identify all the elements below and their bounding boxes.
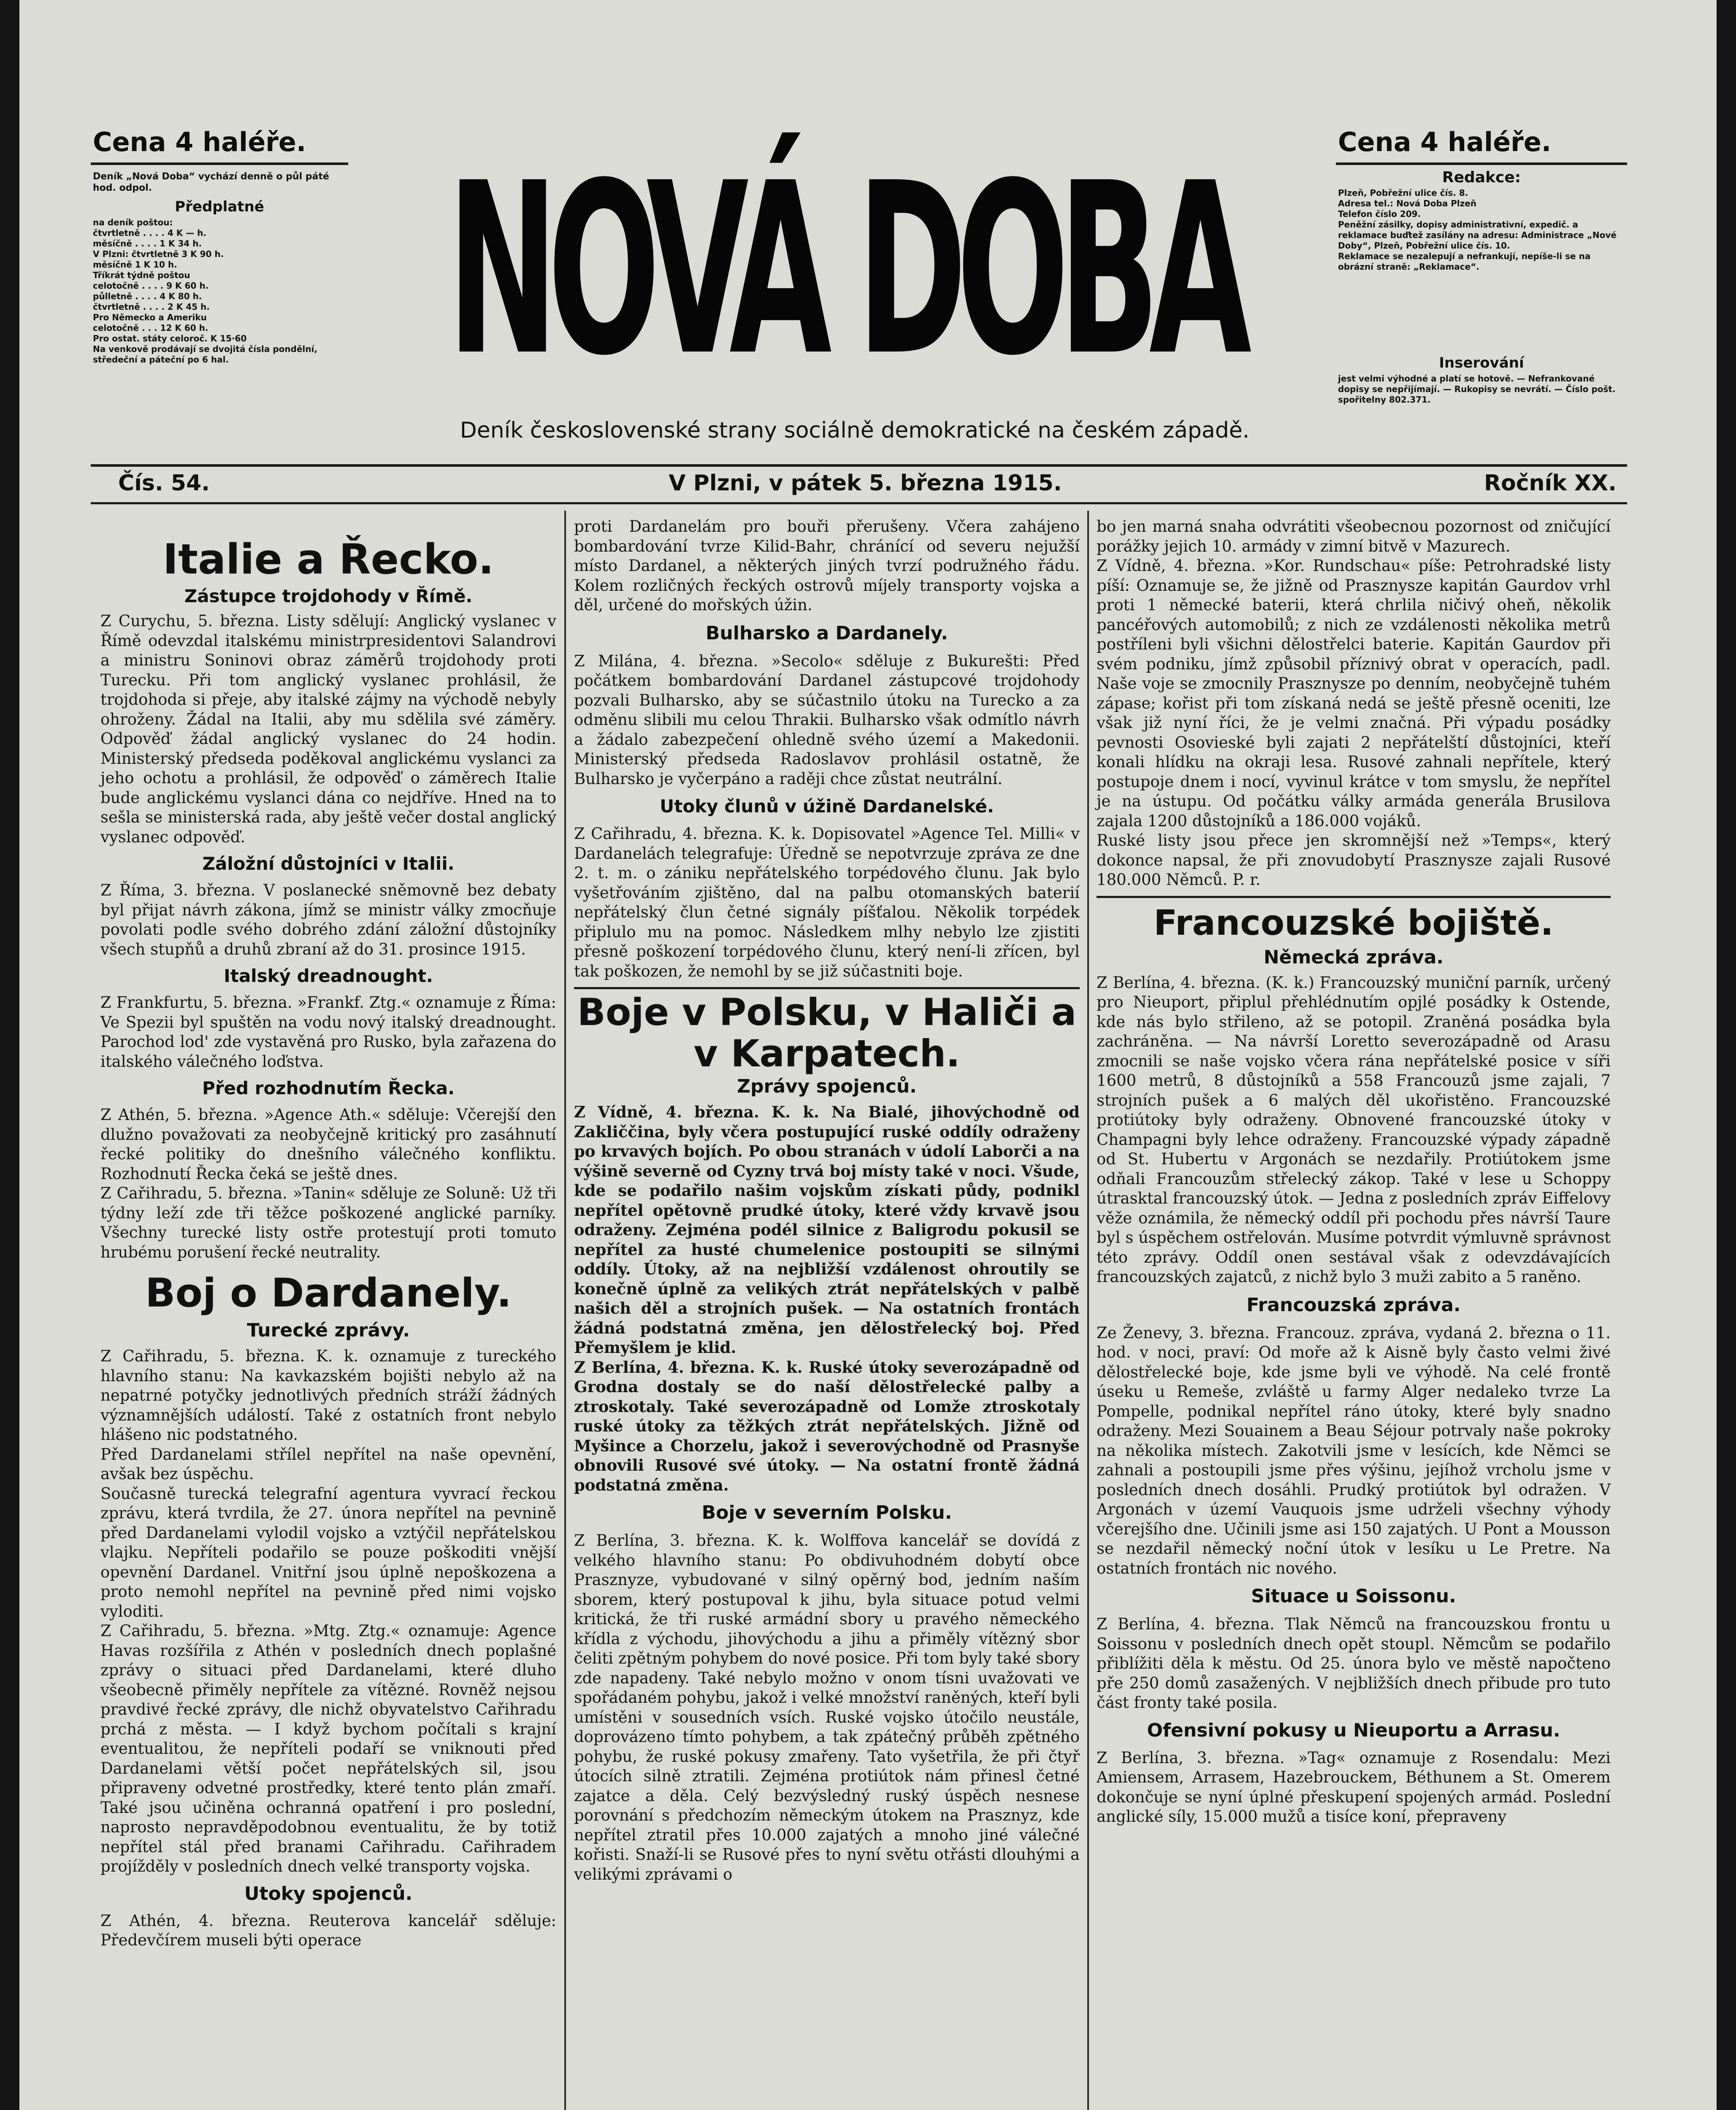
subscriptions-text: na deník poštou: čtvrtletně . . . . 4 K — h. měsíčně . . . . 1 K 34 h. V Plzni: čtvrtletně 3 K 90 h. měsíčně 1 K 10 h. Tříkrát týdně poštou celotočně . . . . 9 K 60 h. půlletně . . . . 4 K 80 h. čtvrtletně . . . . 2 K 45 h. Pro Německo a Ameriku celotočně . . . 12 K 60 h. Pro ostat. státy celoroč. K 15·60 Na venkově prodávají se dvojitá čísla pondělní, středeční a páteční po 6 hal.	[93, 217, 317, 365]
subhead-german-report: Německá zpráva.	[1263, 946, 1444, 968]
price-left: Cena 4 haléře.	[93, 127, 306, 157]
article-boat-attacks: Z Cařihradu, 4. března. K. k. Dopisovatel »Agence Tel. Milli« v Dardanelách telegrafuje: Úředně se nepotvrzuje zpráva ze dne 2. t. m. o zániku nepřátelského torpédového člunu. Jak bylo vyšetřováním zjištěno, dal na palbu otomanských baterií nepřátelský člun četné signály píšťalou. Několik torpédek připlulo mu na pomoc. Následkem mlhy nebylo lze zjistiti přesně poškození torpédového člunu, který není-li zřícen, byl tak poškozen, že nemohl by se již súčastniti boje.	[574, 825, 1080, 980]
article-german-report: Z Berlína, 4. března. (K. k.) Francouzský muniční parník, určený pro Nieuport, připlul přehlédnutím opjlé posádky k Ostende, kde nás bylo střileno, až se potopil. Zraněná posádka byla zachráněna. — Na návrší Loretto severozápadně od Arasu zmocnili se naše vojsko včera rána nepřátelské posice v síři 1600 metrů, 8 důstojníků a 558 Francouzů jsme zajali, 7 strojních pušek a 6 malých děl ukořistěno. Francouzské protiútoky byly odraženy. Obnovené francouzské útoky v Champagni byly lehce odraženy. Francouzské výpady západně od St. Hubertu v Argonách se nezdařily. Protiútokem jsme odňali Francouzům střelecký zákop. Také v lese u Schoppy útrasktal francouzský útok. — Jedna z posledních zpráv Eiffelovy věže oznámila, že německý oddíl při pochodu přes návrší Taure byl s úspěchem ostřelován. Musíme potvrdit výmluvně správnost této zprávy. Oddíl onen sestával však z odevzdávajících francouzských zajatců, z nichž bylo 3 muži zabito a 5 raněno.	[1097, 973, 1611, 1286]
price-left-underline	[91, 162, 348, 165]
ads-text: jest velmi výhodné a platí se hotově. — Nefrankované dopisy se nepřijímají. — Rukopisy se nevrátí. — Číslo pošt. spořitelny 802.371.	[1338, 373, 1616, 405]
headline-italy: Italie a Řecko.	[162, 536, 494, 584]
editorial-heading: Redakce:	[1442, 169, 1521, 186]
headline-reserve-officers: Záložní důstojníci v Italii.	[202, 853, 455, 874]
subhead-italy: Zástupce trojdohody v Římě.	[184, 586, 473, 606]
headline-french-report: Francouzská zpráva.	[1246, 1294, 1461, 1316]
subhead-dardanelles: Turecké zprávy.	[247, 1320, 410, 1341]
subscriptions-heading: Předplatné	[175, 198, 264, 215]
dateline-bottom-rule	[91, 502, 1627, 504]
article-dardanelles: Z Cařihradu, 5. března. K. k. oznamuje z tureckého hlavního stanu: Na kavkazském bojišti nebylo až na nepatrné potyčky jednotlivých předních stráží žádných významnějších událostí. Také z ostatních front nebylo hlášeno nic podstatného. Před Dardanelami střílel nepřítel na naše opevnění, avšak bez úspěchu. Současně turecká telegrafní agentura vyvrací řeckou zprávu, která tvrdila, že 27. února nepřítel na pevnině před Dardanelami vylodil vojsko a vztýčil nepřátelskou vlajku. Nepříteli podařilo se pouze poškoditi vnější opevnění Dardanel. Vnitřní jsou úplně nepoškozena a proto nemohl nepřítel na pevnině před nimi vojsko vyloditi. Z Cařihradu, 5. března. »Mtg. Ztg.« oznamuje: Agence Havas rozšířila z Athén v posledních dnech poplašné zprávy o situaci před Dardanelami, které dluho všeobecně přiměly nepřítele za vítězné. Rovněž nejsou pravdivé řecké zprávy, dle nichž obyvatelstvo Cařihradu prchá z města. — I když bychom počítali s krajní eventualitou, že nepříteli podaří se vniknouti před Dardanelami větší počet nepřátelských sil, jsou připraveny odvetné prostředky, které tento plán zmaří. Také jsou učiněna ochranná opatření i pro poslední, naprosto nepravděpodobnou eventualitu, že by totiž nepřítel stál před branami Cařihradu. Cařihradem projížděly v posledních dnech velké transporty vojska.	[100, 1347, 556, 1875]
headline-north-poland: Boje v severním Polsku.	[701, 1502, 952, 1523]
headline-french-front: Francouzské bojiště.	[1154, 903, 1554, 943]
editorial-text: Plzeň, Pobřežní ulice čís. 8. Adresa tel.: Nová Doba Plzeň Telefon číslo 209. Peněžní zásilky, dopisy administrativní, expedič. a reklamace buďtež zasílány na adresu: Administrace „Nové Doby“, Plzeň, Pobřežní ulice čís. 10. Reklamace se nezalepují a nefrankují, nepíše-li se na obrázní straně: „Reklamace“.	[1338, 188, 1617, 272]
article-poland: Z Vídně, 4. března. K. k. Na Bialé, jihovýchodně od Zakliččina, byly včera postupující ruské oddíly odraženy po krvavých bojích. Po obou stranách v údolí Laborči a na výšině severně od Cyzny trvá boj místy také v noci. Všude, kde se podařilo našim vojskům získati půdy, podnikl nepřítel opětovně prudké útoky, které vždy krvavě jsou odraženy. Zejména podél silnice z Baligrodu pokusil se nepřítel za husté chumelenice postoupiti se silnými oddíly. Útoky, až na nejbližší vzdálenost ohroutily se konečně úplně za velikých ztrát nepřátelských v palbě našich děl a strojních pušek. — Na ostatních frontách žádná podstatná změna, jen dělostřelecký boj. Před Přemyšlem je klid. Z Berlína, 4. března. K. k. Ruské útoky severozápadně od Grodna dostaly se do naší dělostřelecké palby a ztroskotaly. Také severozápadně od Lomže ztroskotaly ruské útoky za těžkých ztrát nepřátelských. Jižně od Myšince a Chorzelu, jakož i severovýchodně od Prasnyše obnovili Rusové své útoky. — Na ostatní frontě žádná podstatná změna.	[574, 1103, 1080, 1494]
column-1	[100, 534, 556, 1950]
headline-allied-attacks: Utoky spojenců.	[244, 1883, 413, 1904]
headline-bulgaria: Bulharsko a Dardanely.	[705, 622, 948, 644]
column-3	[1097, 517, 1611, 1827]
article-dardanelles-continued: proti Dardanelám pro bouři přerušeny. Včera zahájeno bombardování tvrze Kilid-Bahr, chránící od severu nejužší místo Dardanel, a některých jiných tvrzí podružného řádu. Kolem rozličných řeckých ostrovů míjely transporty vojska a děl, určené do mořských úžin.	[574, 517, 1080, 614]
article-greece-decision: Z Athén, 5. března. »Agence Ath.« sděluje: Včerejší den dlužno považovati za neobyčejně kritický pro zasáhnutí řecké politiky do dnešního válečného konfliktu. Rozhodnutí Řecka čeká se ještě dnes. Z Cařihradu, 5. března. »Tanin« sděluje ze Soluně: Už tři týdny leží zde tři těžce poškozené anglické parníky. Všechny turecké listy ostře protestují proti tomuto hrubému porušení řecké neutrality.	[100, 1106, 556, 1261]
volume: Ročník XX.	[1484, 471, 1617, 496]
dateline-top-rule	[91, 464, 1627, 467]
dateline: V Plzni, v pátek 5. března 1915.	[669, 471, 1062, 496]
article-north-poland-continued: bo jen marná snaha odvrátiti všeobecnou pozornost od zničující porážky jejich 10. armády v zimní bitvě v Mazurech. Z Vídně, 4. března. »Kor. Rundschau« píše: Petrohradské listy píší: Oznamuje se, že jižně od Prasznysze kapitán Gaurdov vrhl proti 1 německé baterii, která chrlila ničivý oheň, několik pancéřových automobilů; z nich ze vzdálenosti několika metrů postříleni byli všichni dělostřelci baterie. Kapitán Gaurdov při svém podniku, jímž způsobil příznivý obrat v operacích, padl. Naše voje se zmocnily Prasznysze po denním, neobyčejně tuhém zápase; kořist při tom získaná nedá se ještě přesně oceniti, lze však již nyní říci, že je velmi značná. Při výpadu posádky pevnosti Osovieské byli zajati 2 nepřátelští důstojníci, kteří konali hlídku na okraji lesa. Rusové zahnali nepřítele, který postupoje dnem i nocí, vyvinul krátce v tom smyslu, že nepřítel je na ústupu. Od počátku války armáda generála Brusilova zajala 1200 důstojníků a 186.000 vojáků. Ruské listy jsou přece jen skromnější než »Temps«, který dokonce napsal, že při znovudobytí Prasznysze zajali Rusové 180.000 Němců. P. r.	[1097, 517, 1611, 889]
headline-dreadnought: Italský dreadnought.	[224, 966, 433, 986]
article-italy: Z Curychu, 5. března. Listy sdělují: Anglický vyslanec v Římě odevzdal italskému ministrpresidentovi Salandrovi a ministru Soninovi obraz záměrů trojdohody proti Turecku. Při tom anglický vyslanec prohlásil, že trojdohoda si přeje, aby italské zájmy na východě nebyly ohroženy. Žádal na Italii, aby mu sdělila své záměry. Odpověď žádal anglický vyslanec do 24 hodin. Ministerský předseda poděkoval anglickému vyslanci za jeho ochotu a prohlásil, že odpověď o záměrech Italie bude anglickému vyslanci dána co nejdříve. Hned na to sešla se ministerská rada, aby ještě večer dostal anglický vyslanec odpověď.	[100, 612, 556, 846]
article-bulgaria: Z Milána, 4. března. »Secolo« sděluje z Bukurešti: Před počátkem bombardování Dardanel zástupcové trojdohody pozvali Bulharsko, aby se súčastnilo útoku na Turecko a za odměnu slibili mu celou Thrakii. Bulharsko však odmítlo návrh a žádalo zabezpečení ohledně svého území a Makedonii. Ministerský předseda Radoslavov prohlásil ostatně, že Bulharsko je vyčerpáno a raději chce zůstat neutrální.	[574, 652, 1080, 788]
article-offensive: Z Berlína, 3. března. »Tag« oznamuje z Rosendalu: Mezi Amiensem, Arrasem, Hazebrouckem, Béthunem a St. Omerem dokončuje se nyní úplné přeskupení spojených armád. Poslední anglické síly, 15.000 mužů a tisíce koní, přepraveny	[1097, 1748, 1611, 1826]
headline-poland: Boje v Polsku, v Haliči a v Karpatech.	[577, 990, 1077, 1075]
ads-heading: Inserování	[1439, 354, 1524, 371]
article-north-poland: Z Berlína, 3. března. K. k. Wolffova kancelář se dovídá z velkého hlavního stanu: Po obdivuhodném dobytí obce Prasznyze, vybudované v silný opěrný bod, jedním naším sborem, který postupoval k jihu, byla situace potud velmi kritická, že tři ruské armádní sbory u pravého německého křídla z východu, jihovýchodu a jihu a přiměly vítězný sbor čeliti zpětným pohybem do nové posice. Při tom byly také sbory zde napadeny. Také nebylo možno v onom tísni uvažovati ve spořádaném pohybu, jakož i velké množství raněných, kteří byli umístěni v sousedních vsích. Ruské vojsko útočilo neustále, doprovázeno tímto pohybem, a tak zpátečný průběh zpětného pohybu, že ruské pokusy zmařeny. Tato vyšetřila, že při čtyř útocích silně ztratili. Zejména protiútok nám přinesl četné zajatce a děla. Celý bezvýsledný ruský úspěch nesnese porovnání s předchozím německým útokem na Prasznyz, kde nepřítel ztratil přes 10.000 zajatých a mnoho jiné válečné kořisti. Snaží-li se Rusové přes to nyní světu otřásti dlouhými a velikými zprávami o	[574, 1531, 1080, 1883]
headline-offensive: Ofensivní pokusy u Nieuportu a Arrasu.	[1147, 1719, 1560, 1741]
headline-greece-decision: Před rozhodnutím Řecka.	[202, 1078, 455, 1098]
headline-dardanelles: Boj o Dardanely.	[145, 1270, 512, 1316]
subhead-poland: Zprávy spojenců.	[737, 1076, 917, 1097]
masthead-intro: Deník „Nová Doba“ vychází denně o půl páté hod. odpol.	[93, 171, 329, 193]
scan-left-border	[0, 0, 19, 2110]
column-rule-1	[564, 511, 566, 2110]
article-allied-attacks: Z Athén, 4. března. Reuterova kancelář sděluje: Předevčírem museli býti operace	[100, 1911, 556, 1949]
masthead-title: NOVÁ DOBA	[447, 133, 1241, 408]
masthead-title-box	[371, 127, 1317, 414]
article-reserve-officers: Z Říma, 3. března. V poslanecké sněmovně bez debaty byl přijat návrh zákona, jímž se ministr války zmocňuje povolati podle svého dobrého zdání záložní důstojníky všech stupňů a druhů zbraní až do 31. prosince 1915.	[100, 881, 556, 958]
article-french-report: Ze Ženevy, 3. března. Francouz. zpráva, vydaná 2. března o 11. hod. v noci, praví: Od moře až k Aisně byly často velmi živé dělostřelecké boje, kde jsme byli ve výhodě. Na celé frontě úseku u Remeše, zvláště u farmy Alger nedaleko tvrze La Pompelle, podnikal nepřítel ráno útoky, které byly snadno odraženy. Mezi Souainem a Beau Séjour potrvaly naše pokroky na několika místech. Zakotvili jsme v lesících, kde Němci se zahnali a postoupili jsme přes výšinu, jejíhož vrcholu jsme v posledních dnech dosáhli. Prudký protiútok byl odražen. V Argonách v území Vauquois jsme udrželi všechny výhody včerejšího dne. Učinili jsme asi 150 zajatých. U Pont a Mousson se nezdařil německý noční útok v lesíku u Le Pretre. Na ostatních frontách nic nového.	[1097, 1323, 1611, 1577]
poland-top-rule	[574, 987, 1080, 989]
price-right-underline	[1336, 162, 1627, 165]
column-2	[574, 517, 1080, 1884]
headline-boat-attacks: Utoky člunů v úžině Dardanelské.	[660, 796, 994, 817]
column-rule-2	[1087, 511, 1089, 2110]
issue-number: Čís. 54.	[118, 471, 210, 496]
price-right: Cena 4 haléře.	[1338, 127, 1552, 157]
masthead-subtitle: Deník československé strany sociálně demokratické na českém západě.	[460, 418, 1250, 443]
france-top-rule	[1097, 896, 1611, 898]
scan-right-border	[1717, 0, 1736, 2110]
article-dreadnought: Z Frankfurtu, 5. března. »Frankf. Ztg.« oznamuje z Říma: Ve Spezii byl spuštěn na vodu nový italský dreadnought. Parochod lod' zde vystavěná pro Rusko, byla zařazena do italského válečného loďstva.	[100, 993, 556, 1071]
article-soissons: Z Berlína, 4. března. Tlak Němců na francouzskou frontu u Soissonu v posledních dnech opět stoupl. Němcům se podařilo přiblížiti děla k městu. Od 25. února bylo ve městě napočteno pře 250 domů zasažených. V nejbližších dnech přibude pro tuto část fronty také posila.	[1097, 1615, 1611, 1712]
headline-soissons: Situace u Soissonu.	[1251, 1585, 1456, 1607]
